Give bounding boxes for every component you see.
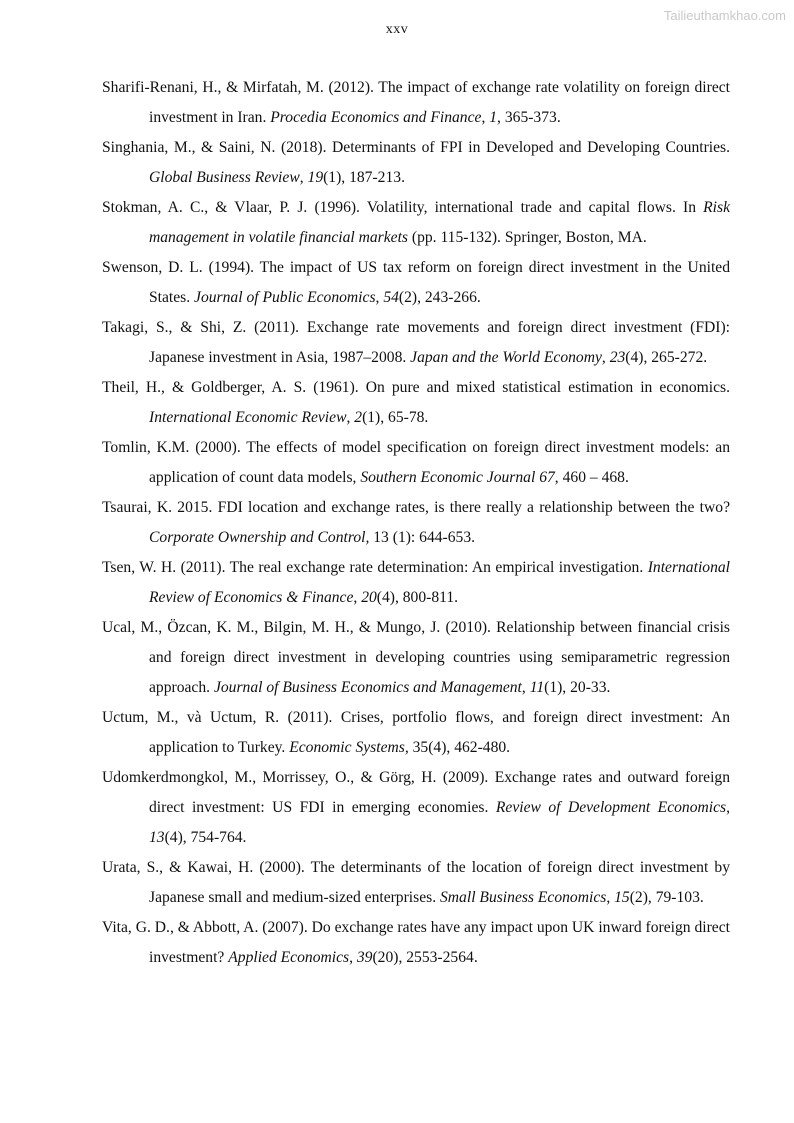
reference-text: Stokman, A. C., & Vlaar, P. J. (1996). Volatility, international trade and capital flows. In (102, 199, 704, 216)
reference-text: Swenson, D. L. (1994). The impact of US tax reform on foreign direct investment in the United States. (102, 259, 730, 306)
reference-list (102, 73, 730, 973)
reference-journal: Corporate Ownership and Control, (149, 529, 370, 546)
reference-entry: Swenson, D. L. (1994). The impact of US tax reform on foreign direct investment in the United States. Journal of Public Economics, 54(2), 243-266. (102, 259, 730, 306)
reference-text: Theil, H., & Goldberger, A. S. (1961). On pure and mixed statistical estimation in economics. (102, 379, 730, 396)
reference-journal: Applied Economics (228, 949, 350, 966)
reference-entry (102, 433, 730, 493)
reference-pages: 35(4), 462-480. (408, 739, 511, 756)
reference-entry: Takagi, S., & Shi, Z. (2011). Exchange rate movements and foreign direct investment (FDI): Japanese investment in Asia, 1987–2008. Japan and the World Economy, 23(4), 265-272. (102, 319, 730, 366)
reference-text: Tomlin, K.M. (2000). The effects of model specification on foreign direct investment models: an application of count data models, (102, 439, 730, 486)
reference-pages: (pp. 115-132). Springer, Boston, MA. (407, 229, 647, 246)
reference-journal: Economic Systems, (289, 739, 409, 756)
reference-pages: 13 (1): 644-653. (369, 529, 476, 546)
reference-text: Takagi, S., & Shi, Z. (2011). Exchange rate movements and foreign direct investment (FDI): Japanese investment in Asia, 1987–2008. (102, 319, 730, 366)
reference-pages: (1), 20-33. (544, 679, 611, 696)
reference-journal: Review of Development Economics (495, 799, 727, 816)
reference-text: Uctum, M., và Uctum, R. (2011). Crises, portfolio flows, and foreign direct investment: An application to Turkey. (102, 709, 730, 756)
reference-journal: Journal of Business Economics and Management (213, 679, 522, 696)
reference-journal: Risk management in volatile financial markets (149, 199, 730, 246)
reference-entry (102, 493, 730, 553)
reference-volume: 1 (489, 109, 498, 126)
reference-entry (102, 193, 730, 253)
reference-pages: (2), 79-103. (629, 889, 704, 906)
reference-entry: Tsen, W. H. (2011). The real exchange rate determination: An empirical investigation. International Review of Economics & Finance, 20(4), 800-811. (102, 559, 730, 606)
reference-pages: , 460 – 468. (554, 469, 629, 486)
reference-volume: 11 (529, 679, 545, 696)
reference-entry: Vita, G. D., & Abbott, A. (2007). Do exchange rates have any impact upon UK inward foreign direct investment? Applied Economics, 39(20), 2553-2564. (102, 919, 730, 966)
reference-entry: Singhania, M., & Saini, N. (2018). Determinants of FPI in Developed and Developing Countries. Global Business Review, 19(1), 187-213. (102, 139, 730, 186)
reference-journal: Southern Economic Journal 67 (360, 469, 555, 486)
reference-pages: (4), 754-764. (164, 829, 247, 846)
reference-entry: Udomkerdmongkol, M., Morrissey, O., & Görg, H. (2009). Exchange rates and outward foreign direct investment: US FDI in emerging economies. Review of Development Economics, 13(4), 754-764. (102, 769, 730, 846)
reference-journal: International Economic Review (149, 409, 347, 426)
reference-pages: (4), 800-811. (376, 589, 459, 606)
reference-pages: , 365-373. (497, 109, 561, 126)
reference-volume: 19 (307, 169, 324, 186)
reference-journal: Global Business Review (149, 169, 300, 186)
reference-volume: 2 (354, 409, 363, 426)
reference-volume: 39 (356, 949, 373, 966)
reference-volume: 54 (383, 289, 399, 306)
page-number: xxv (385, 22, 409, 37)
reference-text: Vita, G. D., & Abbott, A. (2007). Do exchange rates have any impact upon UK inward foreign direct investment? (102, 919, 730, 966)
reference-pages: (4), 265-272. (625, 349, 708, 366)
reference-text: Udomkerdmongkol, M., Morrissey, O., & Görg, H. (2009). Exchange rates and outward foreign direct investment: US FDI in emerging economies. (102, 769, 730, 816)
reference-text: Tsen, W. H. (2011). The real exchange rate determination: An empirical investigation. (102, 559, 648, 576)
reference-volume: 20 (361, 589, 377, 606)
reference-volume: 23 (609, 349, 626, 366)
reference-entry: Urata, S., & Kawai, H. (2000). The determinants of the location of foreign direct investment by Japanese small and medium-sized enterprises. Small Business Economics, 15(2), 79-103. (102, 859, 730, 906)
reference-journal: Small Business Economics (440, 889, 607, 906)
reference-entry: Ucal, M., Özcan, K. M., Bilgin, M. H., & Mungo, J. (2010). Relationship between financial crisis and foreign direct investment in developing countries using semiparametric regression approach. Journal of Business Economics and Management, 11(1), 20-33. (102, 619, 730, 696)
reference-pages: (1), 187-213. (323, 169, 405, 186)
reference-text: Urata, S., & Kawai, H. (2000). The determinants of the location of foreign direct investment by Japanese small and medium-sized enterprises. (102, 859, 730, 906)
reference-pages: (2), 243-266. (398, 289, 481, 306)
reference-journal: Journal of Public Economics (194, 289, 376, 306)
reference-pages: (1), 65-78. (362, 409, 429, 426)
reference-text: Ucal, M., Özcan, K. M., Bilgin, M. H., & Mungo, J. (2010). Relationship between financial crisis and foreign direct investment in developing countries using semiparametric regression approach. (102, 619, 730, 696)
reference-journal: International Review of Economics & Finance (149, 559, 730, 606)
reference-volume: 13 (149, 829, 165, 846)
reference-entry: Sharifi-Renani, H., & Mirfatah, M. (2012). The impact of exchange rate volatility on foreign direct investment in Iran. Procedia Economics and Finance, 1, 365-373. (102, 79, 730, 126)
watermark-text: Tailieuthamkhao.com (663, 8, 786, 23)
reference-pages: (20), 2553-2564. (372, 949, 478, 966)
reference-text: Tsaurai, K. 2015. FDI location and exchange rates, is there really a relationship between the two? (102, 499, 730, 516)
reference-text: Sharifi-Renani, H., & Mirfatah, M. (2012). The impact of exchange rate volatility on foreign direct investment in Iran. (102, 79, 730, 126)
reference-volume: 15 (614, 889, 630, 906)
reference-entry: Theil, H., & Goldberger, A. S. (1961). On pure and mixed statistical estimation in economics. International Economic Review, 2(1), 65-78. (102, 379, 730, 426)
reference-journal: Japan and the World Economy (410, 349, 602, 366)
reference-entry (102, 703, 730, 763)
reference-journal: Procedia Economics and Finance (270, 109, 482, 126)
reference-text: Singhania, M., & Saini, N. (2018). Determinants of FPI in Developed and Developing Countries. (102, 139, 730, 156)
